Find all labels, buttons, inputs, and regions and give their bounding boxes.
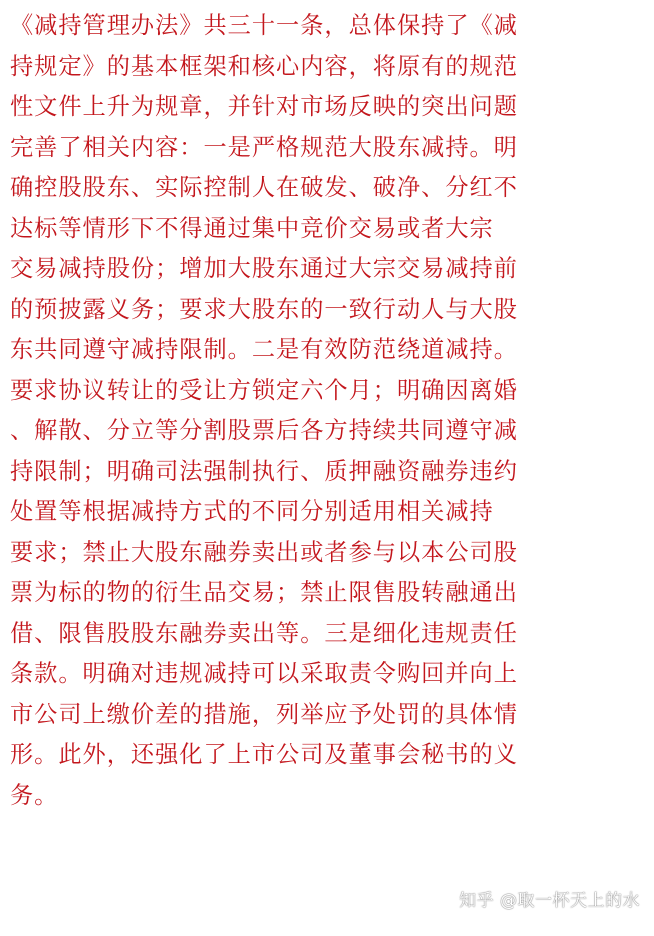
article-line: 持规定》的基本框架和核心内容，将原有的规范 (10, 52, 518, 80)
article-line: 条款。明确对违规减持可以采取责令购回并向上 (10, 660, 518, 687)
article-line: 、解散、分立等分割股票后各方持续共同遵守减 (10, 417, 518, 444)
article-line: 处置等根据减持方式的不同分别适用相关减持 (10, 498, 494, 525)
article-line: 形。此外，还强化了上市公司及董事会秘书的义 (10, 741, 518, 768)
article-line: 完善了相关内容：一是严格规范大股东减持。明 (10, 133, 518, 161)
article-line: 市公司上缴价差的措施，列举应予处罚的具体情 (10, 700, 518, 728)
watermark: 知乎 @取一杯天上的水 (459, 891, 640, 911)
article-line: 要求；禁止大股东融券卖出或者参与以本公司股 (10, 538, 518, 566)
article-line: 的预披露义务；要求大股东的一致行动人与大股 (10, 295, 518, 323)
article-line: 东共同遵守减持限制。二是有效防范绕道减持。 (10, 336, 518, 363)
article-body (10, 6, 650, 816)
article-line: 要求协议转让的受让方锁定六个月；明确因离婚 (10, 376, 518, 404)
article-line: 务。 (10, 781, 59, 809)
article-line: 确控股股东、实际控制人在破发、破净、分红不 (10, 174, 518, 201)
article-line: 借、限售股股东融券卖出等。三是细化违规责任 (10, 619, 518, 647)
article-line: 达标等情形下不得通过集中竞价交易或者大宗 (10, 214, 494, 242)
article-line: 持限制；明确司法强制执行、质押融资融券违约 (10, 457, 518, 485)
article-line: 票为标的物的衍生品交易；禁止限售股转融通出 (10, 579, 518, 606)
article-line: 性文件上升为规章，并针对市场反映的突出问题 (10, 93, 518, 120)
article-line: 交易减持股份；增加大股东通过大宗交易减持前 (10, 255, 518, 282)
article-line: 《减持管理办法》共三十一条，总体保持了《减 (10, 12, 518, 39)
